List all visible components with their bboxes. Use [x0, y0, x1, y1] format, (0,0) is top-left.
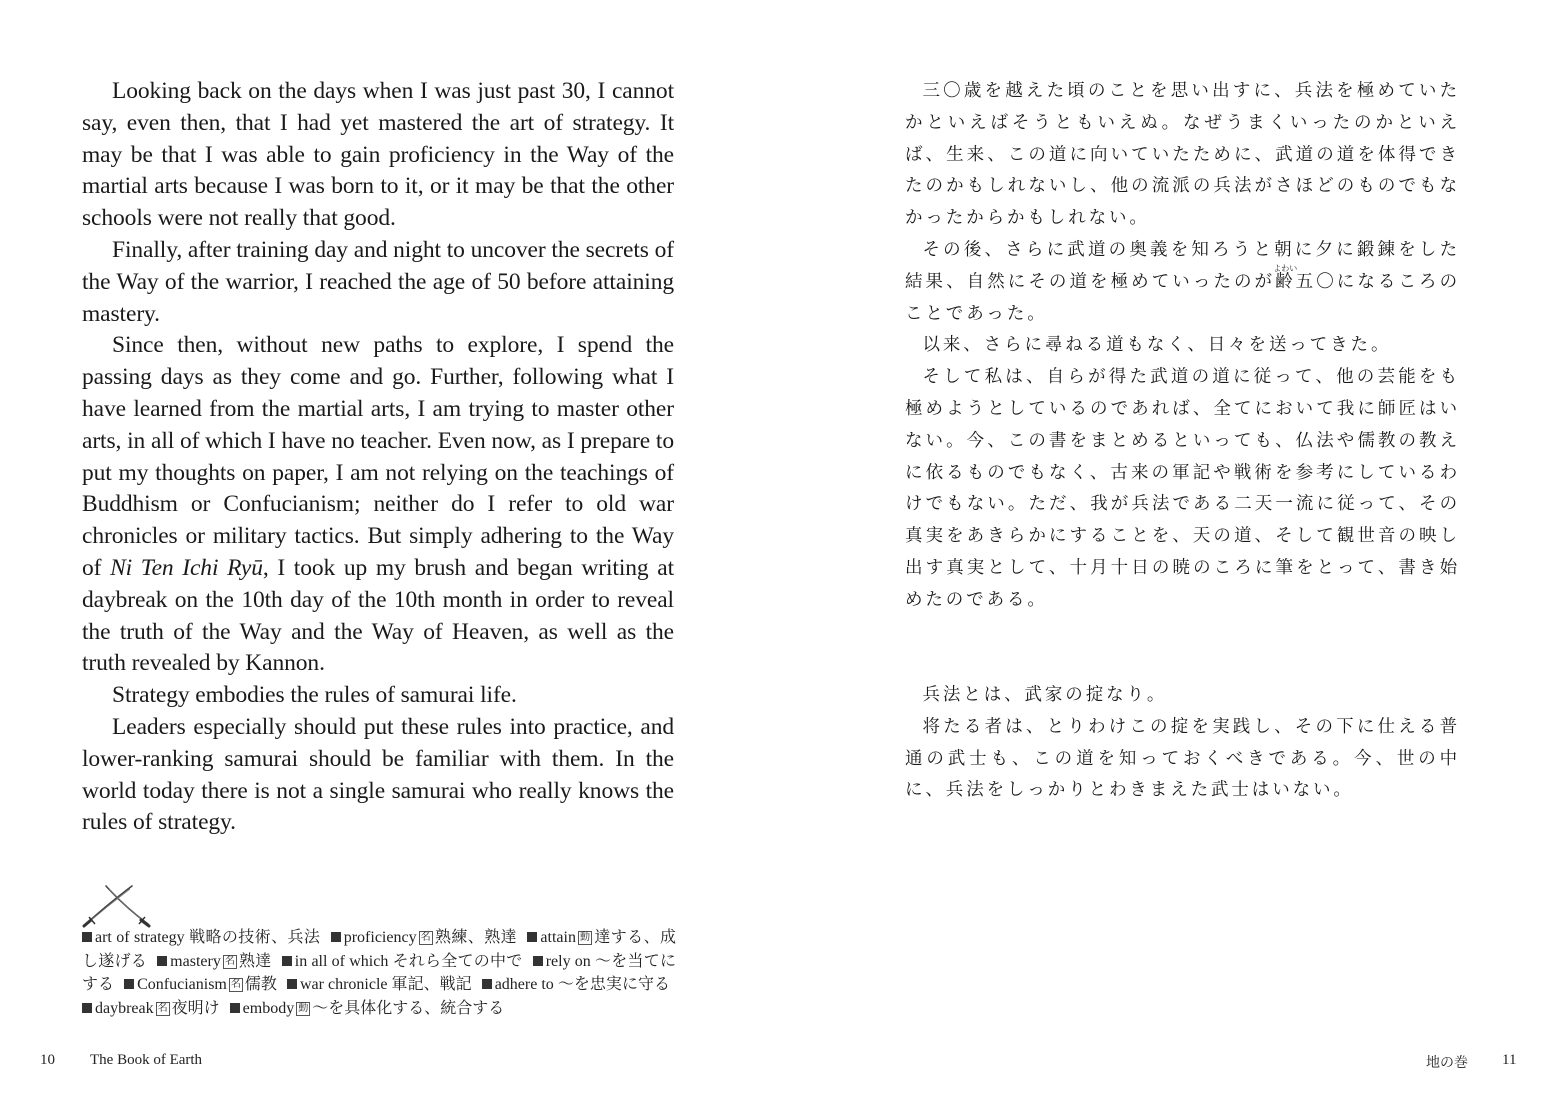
vocab-item — [230, 1000, 505, 1017]
en-paragraph-2: Finally, after training day and night to uncover the secrets of the Way of the warrior, I reached the age of 50 before attaining mastery. — [82, 236, 674, 327]
page-number-right: 11 — [1502, 1052, 1517, 1068]
vocab-term: embody — [242, 999, 295, 1017]
vocabulary-list — [82, 926, 676, 1020]
vocab-meaning: 軍記、戦記 — [391, 976, 472, 994]
part-of-speech-badge: 名 — [157, 1002, 168, 1014]
ja-paragraph-4: そして私は、自らが得た武道の道に従って、他の芸能をも極めようとしているのであれば、全てにおいて我に師匠はいない。今、この書をまとめるといっても、仏法や儒教の教えに依るものでもなく、古来の軍記や戦術を参考にしているわけでもない。ただ、我が兵法である二天一流に従って、その真実をあきらかにすることを、天の道、そして観世音の映し出す真実として、十月十日の暁のころに筆をとって、書き始めたのである。 — [905, 367, 1460, 610]
vocab-meaning: 儒教 — [244, 976, 277, 994]
ruby-base: 齢 — [1273, 271, 1298, 292]
ja-paragraph-2-end: 五〇になるころのことであった。 — [905, 271, 1461, 324]
ja-paragraph-3: 以来、さらに尋ねる道もなく、日々を送ってきた。 — [922, 335, 1392, 356]
vocab-term: Confucianism — [137, 976, 227, 994]
vocab-bullet — [527, 932, 537, 942]
vocab-meaning: ～を忠実に守る — [557, 976, 670, 994]
running-title-right: 地の巻 — [1426, 1055, 1468, 1071]
vocab-bullet — [331, 932, 341, 942]
part-of-speech-badge: 名 — [224, 955, 235, 967]
right-page — [780, 0, 1559, 1110]
ja-paragraph-2-start: その後、さらに武道の奥義を知ろうと朝に夕に鍛錬をした結果、自然にその道を極めていったのが — [905, 239, 1460, 292]
en-paragraph-1: Looking back on the days when I was just past 30, I cannot say, even then, that I had yet mastered the art of strategy. It may be that I was able to gain proficiency in the Way of the martial arts because I was born to it, or it may be that the other schools were not really that good. — [82, 78, 674, 232]
part-of-speech-badge: 動 — [579, 932, 590, 943]
vocab-item — [82, 1000, 220, 1017]
vocab-bullet — [482, 979, 492, 989]
ruby-reading: よわい — [1273, 263, 1298, 273]
japanese-text-block-2 — [905, 680, 1460, 807]
part-of-speech-badge: 名 — [420, 932, 431, 943]
ni-ten-ichi-ryu-italic: Ni Ten Ichi Ryū — [110, 554, 263, 581]
vocab-bullet — [82, 1003, 92, 1013]
vocab-bullet — [82, 932, 92, 942]
vocab-term: rely on — [545, 952, 591, 970]
vocab-bullet — [124, 979, 134, 989]
en-paragraph-3-start: Since then, without new paths to explore, I spend the passing days as they come and go. Further, following what I have learned from the martial arts, I am trying to master other arts, in all of which I have no teacher. Even now, as I prepare to put my thoughts on paper, I am not relying on the teachings of Buddhism or Confucianism; neither do I refer to old war chronicles or military tactics. But simply adhering to the Way of — [82, 332, 674, 581]
vocab-meaning: ～を当てにする — [82, 952, 676, 994]
ja-paragraph-2 — [905, 235, 1460, 330]
en-paragraph-5: Leaders especially should put these rules into practice, and lower-ranking samurai should be familiar with them. In the world today there is not a single samurai who really knows the rules of strategy. — [82, 713, 674, 836]
vocab-bullet — [533, 956, 543, 966]
vocab-term: adhere to — [494, 976, 554, 994]
vocab-term: mastery — [170, 952, 221, 970]
vocab-term: attain — [540, 929, 576, 946]
ja-paragraph-5: 兵法とは、武家の掟なり。 — [922, 685, 1168, 705]
ja-paragraph-1: 三〇歳を越えた頃のことを思い出すに、兵法を極めていたかといえばそうともいえぬ。なぜうまくいったのかといえば、生来、この道に向いていたために、武道の道を体得できたのかもしれないし、他の流派の兵法がさほどのものでもなかったからかもしれない。 — [905, 81, 1460, 229]
crossed-swords-icon — [80, 884, 152, 928]
vocab-meaning: 熟練、熟達 — [434, 929, 518, 946]
vocab-meaning: 戦略の技術、兵法 — [188, 929, 321, 946]
vocab-meaning: 夜明け — [171, 999, 220, 1017]
vocab-item — [124, 976, 277, 993]
japanese-text-block-1 — [905, 76, 1460, 617]
vocab-meaning: ～を具体化する、統合する — [312, 999, 505, 1017]
vocab-item — [282, 953, 523, 970]
en-paragraph-3-end: , I took up my brush and began writing at daybreak on the 10th day of the 10th month in order to reveal the truth of the Way and the Way of Heaven, as well as the truth revealed by Kannon. — [82, 554, 675, 677]
vocab-bullet — [157, 956, 167, 966]
part-of-speech-badge: 名 — [230, 979, 241, 991]
english-text — [82, 76, 674, 839]
vocab-term: art of strategy — [95, 929, 185, 946]
vocab-bullet — [230, 1003, 240, 1013]
vocab-meaning: それら全ての中で — [392, 952, 523, 970]
vocab-bullet — [287, 979, 297, 989]
vocab-item — [287, 976, 472, 993]
running-title-left: The Book of Earth — [90, 1052, 203, 1068]
vocab-meaning: 熟達 — [238, 952, 272, 970]
vocab-item — [157, 953, 271, 970]
vocab-meaning: 達する、成し遂げる — [82, 929, 676, 970]
part-of-speech-badge: 動 — [298, 1002, 309, 1014]
ja-paragraph-6: 将たる者は、とりわけこの掟を実践し、その下に仕える普通の武士も、この道を知っておくべきである。今、世の中に、兵法をしっかりとわきまえた武士はいない。 — [905, 716, 1460, 801]
vocab-item — [331, 929, 517, 946]
en-paragraph-3 — [82, 330, 674, 680]
vocab-term: daybreak — [95, 999, 154, 1017]
en-paragraph-4: Strategy embodies the rules of samurai life. — [112, 682, 517, 709]
ruby-yowai — [1273, 263, 1298, 292]
vocab-item — [82, 929, 320, 946]
vocab-term: war chronicle — [299, 976, 388, 994]
vocab-term: in all of which — [294, 952, 389, 970]
vocab-item — [482, 976, 670, 993]
vocab-bullet — [282, 956, 292, 966]
page-number-left: 10 — [40, 1052, 55, 1068]
vocab-term: proficiency — [343, 929, 417, 946]
